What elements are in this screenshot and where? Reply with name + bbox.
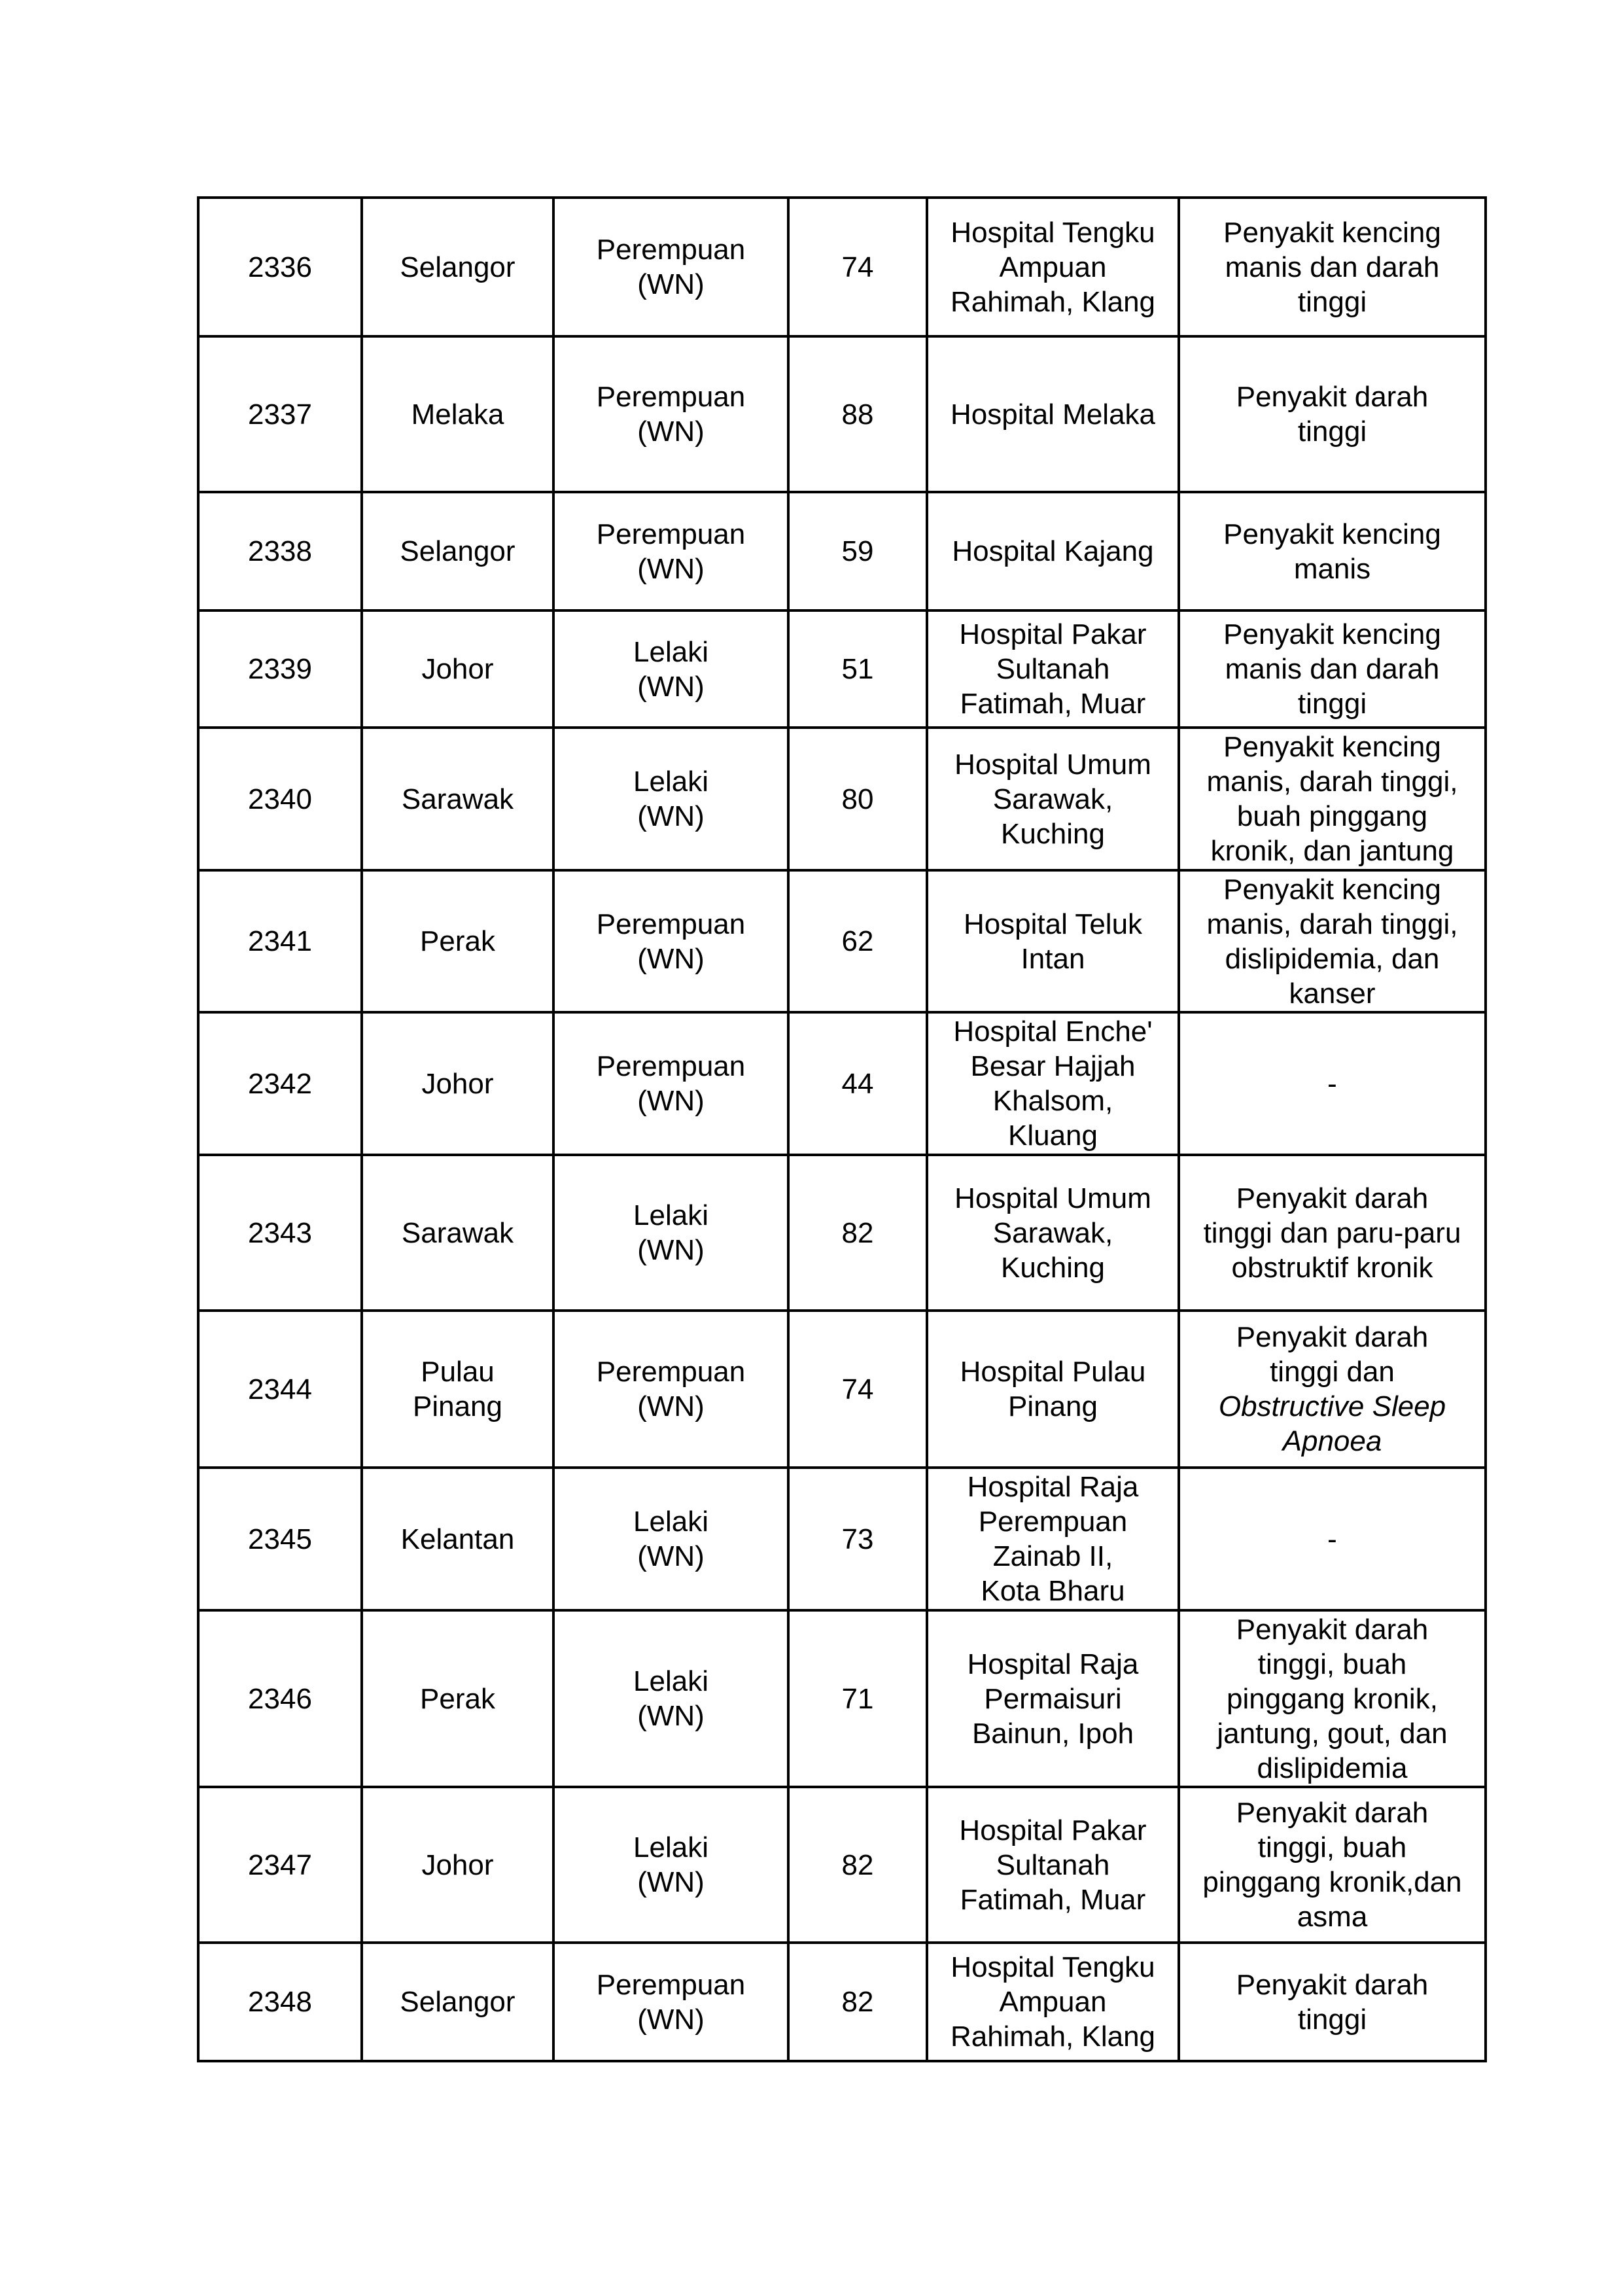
table-row (198, 198, 1486, 336)
hospital-cell (927, 870, 1179, 1012)
hospital-text: Hospital Tengku Ampuan Rahimah, Klang (950, 1951, 1156, 2053)
gender-text: Lelaki (WN) (633, 1665, 708, 1732)
case-number-cell (198, 1155, 362, 1311)
comorbidity-cell (1179, 728, 1486, 870)
age-text: 80 (841, 783, 874, 815)
table-body (198, 198, 1486, 2061)
case-number-text: 2343 (248, 1216, 312, 1249)
comorbidity-text: Penyakit darah tinggi (1236, 381, 1429, 448)
age-text: 62 (841, 925, 874, 957)
state-cell (362, 1943, 553, 2061)
gender-cell (553, 1155, 788, 1311)
case-number-cell (198, 1311, 362, 1468)
case-number-text: 2341 (248, 925, 312, 957)
table-row (198, 1155, 1486, 1311)
case-number-cell (198, 728, 362, 870)
state-cell (362, 1012, 553, 1155)
state-cell (362, 728, 553, 870)
age-cell (788, 1012, 927, 1155)
comorbidity-cell (1179, 492, 1486, 610)
hospital-text: Hospital Kajang (952, 535, 1154, 567)
case-number-cell (198, 1468, 362, 1610)
state-cell (362, 1610, 553, 1787)
age-cell (788, 1943, 927, 2061)
hospital-text: Hospital Umum Sarawak, Kuching (954, 1182, 1151, 1284)
gender-text: Perempuan (WN) (596, 1050, 746, 1117)
hospital-cell (927, 1311, 1179, 1468)
hospital-text: Hospital Raja Perempuan Zainab II, Kota Bharu (967, 1471, 1139, 1607)
table-row (198, 1012, 1486, 1155)
age-text: 73 (841, 1523, 874, 1555)
comorbidity-text: Penyakit kencing manis, darah tinggi, dislipidemia, dan kanser (1206, 873, 1458, 1010)
state-cell (362, 1311, 553, 1468)
state-text: Pulau Pinang (412, 1356, 502, 1422)
gender-cell (553, 198, 788, 336)
comorbidity-text: - (1327, 1523, 1337, 1555)
state-text: Johor (421, 653, 494, 685)
gender-text: Perempuan (WN) (596, 381, 746, 448)
age-cell (788, 336, 927, 492)
gender-cell (553, 1787, 788, 1943)
age-text: 59 (841, 535, 874, 567)
hospital-cell (927, 198, 1179, 336)
state-text: Selangor (400, 1986, 515, 2018)
gender-cell (553, 1311, 788, 1468)
state-text: Melaka (411, 398, 504, 431)
gender-cell (553, 870, 788, 1012)
comorbidity-text: Penyakit kencing manis dan darah tinggi (1223, 618, 1441, 720)
comorbidity-cell (1179, 1155, 1486, 1311)
age-cell (788, 728, 927, 870)
case-number-text: 2338 (248, 535, 312, 567)
case-number-cell (198, 870, 362, 1012)
comorbidity-text: Penyakit darah tinggi (1236, 1968, 1429, 2036)
case-number-cell (198, 1012, 362, 1155)
case-number-text: 2344 (248, 1373, 312, 1405)
state-text: Selangor (400, 251, 515, 283)
state-cell (362, 870, 553, 1012)
state-cell (362, 610, 553, 728)
comorbidity-text: Penyakit darah tinggi dan (1236, 1321, 1429, 1388)
age-cell (788, 1155, 927, 1311)
state-text: Sarawak (401, 783, 514, 815)
age-cell (788, 610, 927, 728)
state-text: Selangor (400, 535, 515, 567)
hospital-text: Hospital Melaka (950, 398, 1156, 431)
age-text: 71 (841, 1682, 874, 1715)
comorbidity-cell (1179, 336, 1486, 492)
hospital-text: Hospital Teluk Intan (963, 908, 1143, 975)
state-text: Sarawak (401, 1216, 514, 1249)
age-text: 82 (841, 1848, 874, 1881)
hospital-text: Hospital Pulau Pinang (960, 1356, 1146, 1422)
hospital-cell (927, 336, 1179, 492)
comorbidity-text: Penyakit kencing manis (1223, 518, 1441, 585)
case-number-text: 2336 (248, 251, 312, 283)
gender-text: Lelaki (WN) (633, 1199, 708, 1266)
age-cell (788, 1610, 927, 1787)
state-cell (362, 1468, 553, 1610)
case-number-cell (198, 198, 362, 336)
comorbidity-cell (1179, 610, 1486, 728)
comorbidity-cell (1179, 198, 1486, 336)
case-number-cell (198, 492, 362, 610)
age-text: 88 (841, 398, 874, 431)
gender-cell (553, 610, 788, 728)
case-number-text: 2345 (248, 1523, 312, 1555)
comorbidity-text: Penyakit kencing manis dan darah tinggi (1223, 216, 1441, 318)
table-row (198, 1311, 1486, 1468)
state-text: Johor (421, 1848, 494, 1881)
age-cell (788, 1787, 927, 1943)
age-cell (788, 198, 927, 336)
case-number-cell (198, 1610, 362, 1787)
comorbidity-cell (1179, 1610, 1486, 1787)
comorbidity-cell (1179, 870, 1486, 1012)
case-number-cell (198, 1943, 362, 2061)
comorbidity-cell (1179, 1468, 1486, 1610)
gender-text: Lelaki (WN) (633, 1506, 708, 1572)
hospital-text: Hospital Tengku Ampuan Rahimah, Klang (950, 216, 1156, 318)
table-row (198, 336, 1486, 492)
gender-cell (553, 1468, 788, 1610)
comorbidity-cell (1179, 1012, 1486, 1155)
case-number-text: 2342 (248, 1067, 312, 1100)
hospital-text: Hospital Umum Sarawak, Kuching (954, 748, 1151, 850)
case-number-text: 2339 (248, 653, 312, 685)
table-row (198, 1468, 1486, 1610)
state-text: Kelantan (400, 1523, 515, 1555)
hospital-text: Hospital Pakar Sultanah Fatimah, Muar (959, 618, 1147, 720)
gender-text: Perempuan (WN) (596, 1356, 746, 1422)
comorbidity-cell (1179, 1311, 1486, 1468)
age-text: 51 (841, 653, 874, 685)
age-cell (788, 492, 927, 610)
case-number-text: 2346 (248, 1682, 312, 1715)
comorbidity-italic-text: Obstructive Sleep Apnoea (1218, 1390, 1446, 1457)
table-row (198, 1610, 1486, 1787)
hospital-cell (927, 1155, 1179, 1311)
age-text: 82 (841, 1216, 874, 1249)
hospital-cell (927, 1610, 1179, 1787)
case-number-text: 2340 (248, 783, 312, 815)
hospital-text: Hospital Pakar Sultanah Fatimah, Muar (959, 1814, 1147, 1916)
comorbidity-cell (1179, 1787, 1486, 1943)
case-number-cell (198, 610, 362, 728)
state-cell (362, 336, 553, 492)
state-cell (362, 492, 553, 610)
gender-cell (553, 1012, 788, 1155)
hospital-text: Hospital Raja Permaisuri Bainun, Ipoh (967, 1648, 1139, 1750)
state-cell (362, 1787, 553, 1943)
age-cell (788, 1468, 927, 1610)
gender-cell (553, 728, 788, 870)
gender-cell (553, 336, 788, 492)
comorbidity-cell (1179, 1943, 1486, 2061)
state-cell (362, 198, 553, 336)
comorbidity-text: - (1327, 1067, 1337, 1100)
table-row (198, 728, 1486, 870)
age-text: 74 (841, 1373, 874, 1405)
state-text: Johor (421, 1067, 494, 1100)
age-cell (788, 1311, 927, 1468)
table-row (198, 1943, 1486, 2061)
hospital-cell (927, 492, 1179, 610)
case-number-cell (198, 336, 362, 492)
case-number-text: 2347 (248, 1848, 312, 1881)
gender-text: Perempuan (WN) (596, 908, 746, 975)
state-text: Perak (420, 1682, 495, 1715)
age-cell (788, 870, 927, 1012)
comorbidity-text: Penyakit darah tinggi dan paru-paru obstruktif kronik (1203, 1182, 1461, 1284)
state-cell (362, 1155, 553, 1311)
hospital-cell (927, 728, 1179, 870)
death-cases-table (197, 196, 1487, 2062)
gender-cell (553, 1943, 788, 2061)
case-number-cell (198, 1787, 362, 1943)
gender-text: Lelaki (WN) (633, 766, 708, 832)
table-row (198, 870, 1486, 1012)
comorbidity-text: Penyakit kencing manis, darah tinggi, buah pinggang kronik, dan jantung (1206, 731, 1458, 867)
age-text: 44 (841, 1067, 874, 1100)
gender-cell (553, 492, 788, 610)
hospital-cell (927, 1468, 1179, 1610)
comorbidity-text: Penyakit darah tinggi, buah pinggang kronik,dan asma (1202, 1797, 1462, 1933)
gender-text: Perempuan (WN) (596, 1968, 746, 2036)
gender-text: Lelaki (WN) (633, 635, 708, 703)
hospital-cell (927, 1943, 1179, 2061)
table-row (198, 492, 1486, 610)
case-number-text: 2348 (248, 1986, 312, 2018)
case-number-text: 2337 (248, 398, 312, 431)
comorbidity-text: Penyakit darah tinggi, buah pinggang kronik, jantung, gout, dan dislipidemia (1217, 1613, 1448, 1784)
age-text: 82 (841, 1986, 874, 2018)
gender-text: Lelaki (WN) (633, 1831, 708, 1898)
gender-text: Perempuan (WN) (596, 234, 746, 300)
hospital-cell (927, 1787, 1179, 1943)
hospital-cell (927, 1012, 1179, 1155)
table-row (198, 610, 1486, 728)
hospital-cell (927, 610, 1179, 728)
gender-cell (553, 1610, 788, 1787)
hospital-text: Hospital Enche' Besar Hajjah Khalsom, Kluang (953, 1016, 1153, 1152)
gender-text: Perempuan (WN) (596, 518, 746, 585)
age-text: 74 (841, 251, 874, 283)
state-text: Perak (420, 925, 495, 957)
table-row (198, 1787, 1486, 1943)
